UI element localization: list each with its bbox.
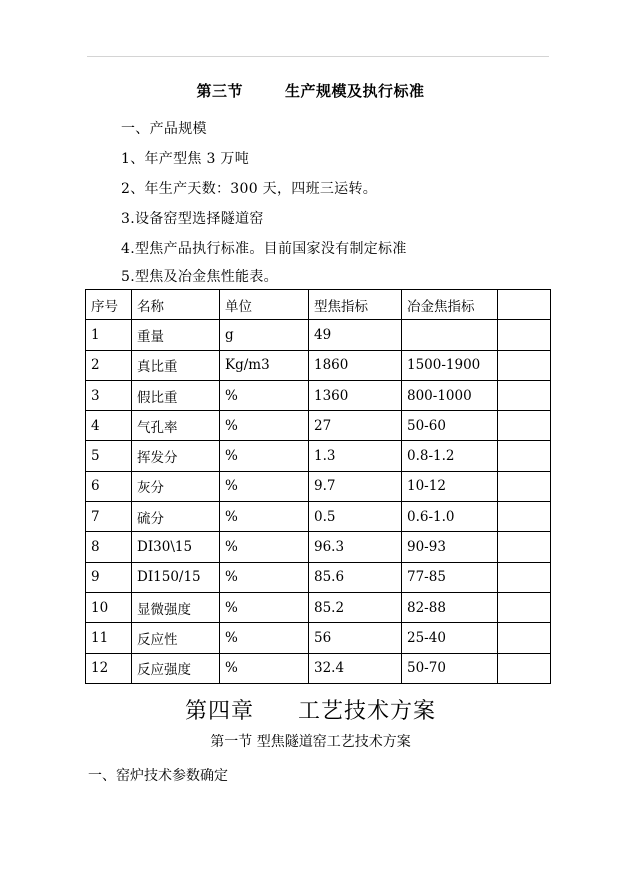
table-cell <box>498 562 551 592</box>
table-cell: 2 <box>86 350 132 380</box>
table-cell: % <box>220 411 309 441</box>
table-cell: 0.5 <box>309 502 402 532</box>
table-row <box>86 502 551 532</box>
table-cell: % <box>220 623 309 653</box>
section-heading: 生产规模及执行标准 <box>285 82 425 100</box>
table-row <box>86 320 551 350</box>
table-cell: 90-93 <box>402 532 498 562</box>
section-title <box>0 80 621 101</box>
header-cell: 冶金焦指标 <box>402 290 498 320</box>
chapter-number: 第四章 <box>184 699 254 724</box>
table-cell <box>498 532 551 562</box>
paragraph-performance-table-caption: 5.型焦及冶金焦性能表。 <box>121 269 278 285</box>
table-row <box>86 441 551 471</box>
table-cell: % <box>220 532 309 562</box>
paragraph-production-days: 2、年生产天数：300 天，四班三运转。 <box>121 181 378 197</box>
table-cell: 假比重 <box>132 380 220 410</box>
table-cell: 10-12 <box>402 471 498 501</box>
kiln-parameters-heading: 一、窑炉技术参数确定 <box>88 768 228 784</box>
table-cell: 真比重 <box>132 350 220 380</box>
header-cell: 名称 <box>132 290 220 320</box>
table-row <box>86 653 551 683</box>
chapter-heading: 工艺技术方案 <box>298 699 437 724</box>
section-number: 第三节 <box>196 82 243 100</box>
header-rule <box>87 56 549 57</box>
table-cell <box>498 411 551 441</box>
table-row <box>86 411 551 441</box>
subsection-title: 第一节 型焦隧道窑工艺技术方案 <box>210 734 411 750</box>
table-cell: 50-70 <box>402 653 498 683</box>
table-cell <box>498 441 551 471</box>
table-cell: % <box>220 471 309 501</box>
table-cell: 硫分 <box>132 502 220 532</box>
paragraph-annual-output: 1、年产型焦 3 万吨 <box>121 151 250 167</box>
header-cell <box>498 290 551 320</box>
table-cell <box>498 502 551 532</box>
table-cell <box>498 320 551 350</box>
table-row <box>86 532 551 562</box>
table-cell <box>498 380 551 410</box>
table-cell: 11 <box>86 623 132 653</box>
table-cell: 灰分 <box>132 471 220 501</box>
table-cell: 气孔率 <box>132 411 220 441</box>
table-cell: 82-88 <box>402 592 498 622</box>
table-cell <box>498 653 551 683</box>
header-cell: 序号 <box>86 290 132 320</box>
table-cell: 反应性 <box>132 623 220 653</box>
table-cell: 9 <box>86 562 132 592</box>
table-cell: 显微强度 <box>132 592 220 622</box>
table-cell: 6 <box>86 471 132 501</box>
table-cell: 77-85 <box>402 562 498 592</box>
table-row <box>86 562 551 592</box>
paragraph-kiln-type: 3.设备窑型选择隧道窑 <box>121 211 264 227</box>
table-cell <box>498 623 551 653</box>
table-cell: 12 <box>86 653 132 683</box>
table-cell: 8 <box>86 532 132 562</box>
table-cell: 5 <box>86 441 132 471</box>
table-cell: 0.6-1.0 <box>402 502 498 532</box>
table-cell: 10 <box>86 592 132 622</box>
table-cell: % <box>220 562 309 592</box>
table-cell: % <box>220 592 309 622</box>
table-cell: DI30\15 <box>132 532 220 562</box>
table-cell: 4 <box>86 411 132 441</box>
table-cell: 1860 <box>309 350 402 380</box>
table-cell: 49 <box>309 320 402 350</box>
paragraph-product-scale: 一、产品规模 <box>121 121 207 137</box>
table-cell: 1500-1900 <box>402 350 498 380</box>
table-cell <box>498 592 551 622</box>
table-cell: 反应强度 <box>132 653 220 683</box>
table-cell: 85.2 <box>309 592 402 622</box>
table-cell: 挥发分 <box>132 441 220 471</box>
table-cell: 3 <box>86 380 132 410</box>
table-cell <box>402 320 498 350</box>
table-cell: 50-60 <box>402 411 498 441</box>
table-cell: 25-40 <box>402 623 498 653</box>
table-row <box>86 623 551 653</box>
table-row <box>86 471 551 501</box>
table-row <box>86 380 551 410</box>
table-cell: 1 <box>86 320 132 350</box>
table-cell: 1360 <box>309 380 402 410</box>
table-cell: 27 <box>309 411 402 441</box>
table-cell: % <box>220 653 309 683</box>
table-cell: 85.6 <box>309 562 402 592</box>
table-row <box>86 350 551 380</box>
table-cell: g <box>220 320 309 350</box>
table-cell: 7 <box>86 502 132 532</box>
table-cell: 0.8-1.2 <box>402 441 498 471</box>
chapter-title <box>0 694 621 725</box>
paragraph-product-standard: 4.型焦产品执行标准。目前国家没有制定标准 <box>121 241 407 257</box>
table-cell: % <box>220 441 309 471</box>
table-header-row <box>86 290 551 320</box>
header-cell: 单位 <box>220 290 309 320</box>
table-cell: % <box>220 502 309 532</box>
table-cell: 重量 <box>132 320 220 350</box>
table-cell <box>498 350 551 380</box>
table-cell <box>498 471 551 501</box>
table-cell: 9.7 <box>309 471 402 501</box>
coke-performance-table <box>85 289 551 684</box>
header-cell: 型焦指标 <box>309 290 402 320</box>
table-cell: 32.4 <box>309 653 402 683</box>
table-cell: 56 <box>309 623 402 653</box>
table-cell: 96.3 <box>309 532 402 562</box>
table-cell: 800-1000 <box>402 380 498 410</box>
table-cell: DI150/15 <box>132 562 220 592</box>
table-cell: Kg/m3 <box>220 350 309 380</box>
table-row <box>86 592 551 622</box>
table-cell: 1.3 <box>309 441 402 471</box>
table-cell: % <box>220 380 309 410</box>
